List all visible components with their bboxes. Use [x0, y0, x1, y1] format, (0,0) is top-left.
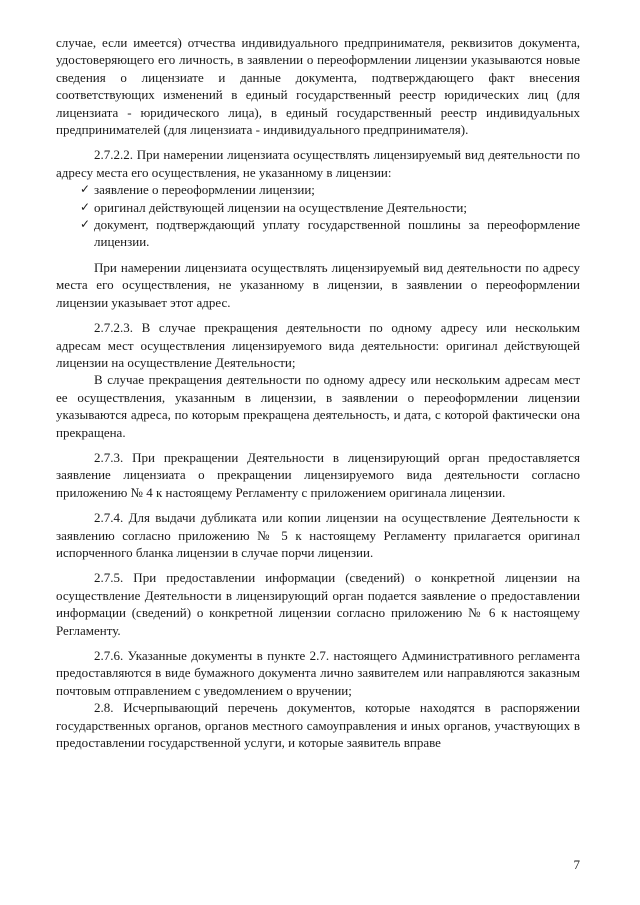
list-item: [56, 181, 580, 198]
list-item-text: заявление о переоформлении лицензии;: [94, 182, 315, 198]
paragraph-continuation: случае, если имеется) отчества индивидуального предпринимателя, реквизитов документа, удостоверяющего его личность, в заявлении о переоформлении лицензии указываются новые сведения о лицензиате и данные документа, подтверждающего факт внесения соответствующих изменений в единый государственный реестр юридических лиц (для лицензиата - юридического лица), в единый государственный реестр индивидуальных предпринимателей (для лицензиата - индивидуального предпринимателя).: [56, 35, 580, 138]
paragraph-2-7-6: 2.7.6. Указанные документы в пункте 2.7. настоящего Административного регламента предоставляются в виде бумажного документа лично заявителем или направляются заказным почтовым отправлением с уведомлением о вручении;: [56, 648, 580, 698]
checkmark-icon: ✓: [80, 199, 91, 214]
paragraph-termination: В случае прекращения деятельности по одному адресу или нескольким адресам мест ее осуществления, указанным в лицензии, в заявлении о переоформлении лицензии указываются адреса, по которым прекращена деятельность, и дата, с которой фактически она прекращена.: [56, 372, 580, 440]
page-number: 7: [573, 857, 580, 872]
checkmark-icon: ✓: [80, 217, 91, 232]
list-item-text: документ, подтверждающий уплату государственной пошлины за переоформление лицензии.: [94, 217, 580, 250]
document-page: [56, 34, 580, 751]
paragraph-2-7-5: 2.7.5. При предоставлении информации (сведений) о конкретной лицензии на осуществление Деятельности в лицензирующий орган подается заявление о предоставлении информации (сведений) о конкретной лицензии согласно приложению № 6 к настоящему Регламенту.: [56, 570, 580, 638]
paragraph-2-7-4: 2.7.4. Для выдачи дубликата или копии лицензии на осуществление Деятельности к заявлению согласно приложению № 5 к настоящему Регламенту прилагается оригинал испорченного бланка лицензии в случае порчи лицензии.: [56, 510, 580, 560]
paragraph-2-7-2-3: 2.7.2.3. В случае прекращения деятельности по одному адресу или нескольким адресам мест осуществления лицензируемого вида деятельности: оригинал действующей лицензии на осуществление Деятельности;: [56, 320, 580, 370]
paragraph-2-7-3: 2.7.3. При прекращении Деятельности в лицензирующий орган предоставляется заявление лицензиата о прекращении лицензируемого вида деятельности согласно приложению № 4 к настоящему Регламенту с приложением оригинала лицензии.: [56, 449, 580, 500]
paragraph-2-7-2-2: 2.7.2.2. При намерении лицензиата осуществлять лицензируемый вид деятельности по адресу места его осуществления, не указанному в лицензии:: [56, 147, 580, 180]
list-item: [56, 199, 580, 216]
paragraph-address: При намерении лицензиата осуществлять лицензируемый вид деятельности по адресу места его осуществления, не указанному в лицензии, в заявлении о переоформлении лицензии указывает этот адрес.: [56, 259, 580, 310]
paragraph-2-8: 2.8. Исчерпывающий перечень документов, которые находятся в распоряжении государственных органов, органов местного самоуправления и иных органов, участвующих в предоставлении государственной услуги, и которые заявитель вправе: [56, 700, 580, 751]
list-item-text: оригинал действующей лицензии на осуществление Деятельности;: [94, 199, 467, 215]
list-item: [56, 216, 580, 251]
checkmark-icon: ✓: [80, 182, 91, 197]
